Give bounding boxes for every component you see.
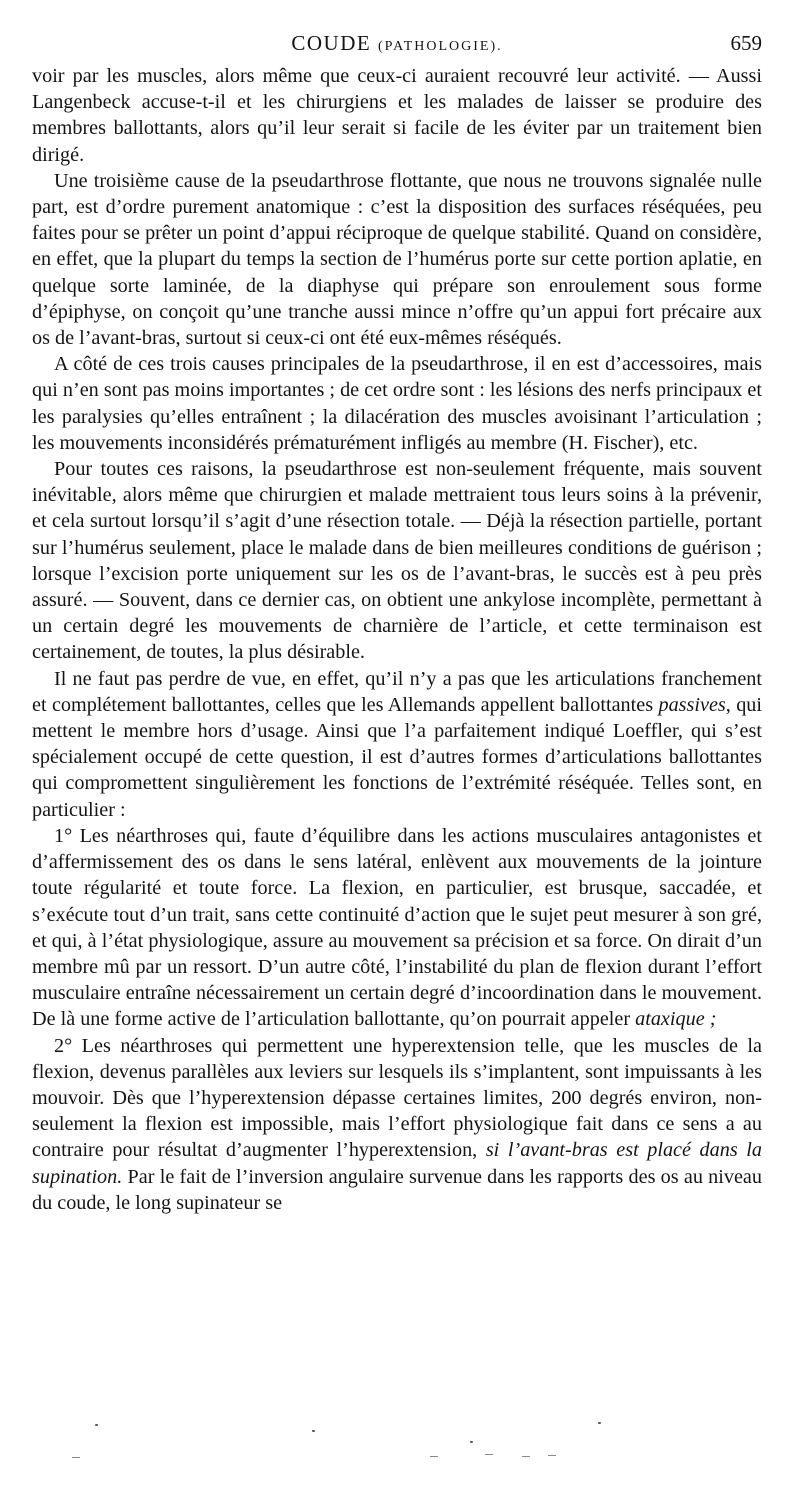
italic-run: passives bbox=[658, 693, 726, 716]
italic-run: si l’avant-bras est placé dans la supination. bbox=[32, 1139, 762, 1188]
header-title-sub: (PATHOLOGIE). bbox=[377, 39, 503, 54]
text-run: Une troisième cause de la pseudarthrose flottante, que nous ne trouvons signalée nulle part, est d’ordre purement anatomique : c’est la disposition des surfaces réséquées, peu faites pour se prêter un point d’appui réciproque de quelque stabilité. Quand on considère, en effet, que la plupart du temps la section de l’humérus porte sur cette portion aplatie, en quelque sorte laminée, de la diaphyse qui prépare son enroulement sous forme d’épiphyse, on conçoit qu’une tranche aussi mince n’offre qu’un appui fort précaire aux os de l’avant-bras, surtout si ceux-ci ont été eux-mêmes réséqués. bbox=[32, 169, 762, 350]
running-header bbox=[32, 30, 762, 56]
body-text bbox=[32, 63, 762, 1216]
text-run: voir par les muscles, alors même que ceux-ci auraient recouvré leur activité. — Aussi Langenbeck accuse-t-il et les chirurgiens et les malades de laisser se produire des membres ballottants, alors qu’il leur serait si facile de les éviter par un traitement bien dirigé. bbox=[32, 65, 762, 166]
text-run: Par le fait de l’inversion angulaire survenue dans les rapports des os au niveau du coude, le long supinateur se bbox=[32, 1165, 762, 1214]
header-title-main: COUDE bbox=[291, 31, 372, 55]
paragraph-p6 bbox=[32, 823, 762, 1033]
scan-speck bbox=[312, 1430, 315, 1432]
scan-speck bbox=[598, 1422, 601, 1424]
paragraph-p1 bbox=[32, 63, 762, 168]
text-run: A côté de ces trois causes principales de la pseudarthrose, il en est d’accessoires, mais qui n’en sont pas moins importantes ; de cet ordre sont : les lésions des nerfs principaux et les paralysies qu’elles entraînent ; la dilacération des muscles avoisinant l’articulation ; les mouvements inconsidérés prématurément infligés au membre (H. Fischer), etc. bbox=[32, 353, 762, 454]
italic-run: ataxique ; bbox=[635, 1008, 717, 1031]
paragraph-p7 bbox=[32, 1033, 762, 1216]
scan-speck bbox=[470, 1441, 473, 1443]
scan-specks bbox=[0, 1400, 800, 1490]
text-run: Pour toutes ces raisons, la pseudarthrose est non-seulement fréquente, mais souvent inévitable, alors même que chirurgien et malade mettraient tous leurs soins à la prévenir, et cela surtout lorsqu’il s’agit d’une résection totale. — Déjà la résection partielle, portant sur l’humérus seulement, place le malade dans de bien meilleures conditions de guérison ; lorsque l’excision porte uniquement sur les os de l’avant-bras, le succès est à peu près assuré. — Souvent, dans ce dernier cas, on obtient une ankylose incomplète, permettant à un certain degré les mouvements de charnière de l’article, et cette terminaison est certainement, de toutes, la plus désirable. bbox=[32, 458, 762, 664]
paragraph-p2 bbox=[32, 168, 762, 351]
text-run: Il ne faut pas perdre de vue, en effet, qu’il n’y a pas que les articulations franchement et complétement ballottantes, celles que les Allemands appellent ballottantes bbox=[32, 667, 762, 716]
scan-dash bbox=[430, 1456, 438, 1457]
paragraph-p4 bbox=[32, 456, 762, 666]
header-title bbox=[32, 30, 762, 60]
paragraph-p3 bbox=[32, 351, 762, 456]
scan-dash bbox=[522, 1456, 530, 1457]
text-run: , qui mettent le membre hors d’usage. Ainsi que l’a parfaitement indiqué Loeffler, qui s’est spécialement occupé de cette question, il est d’autres formes d’articulations ballottantes qui compromettent singulièrement les fonctions de l’extrémité réséquée. Telles sont, en particulier : bbox=[32, 693, 762, 821]
scan-dash bbox=[548, 1455, 556, 1456]
text-run: 2° Les néarthroses qui permettent une hyperextension telle, que les muscles de la flexion, devenus parallèles aux leviers sur lesquels ils s’implantent, sont impuissants à les mouvoir. Dès que l’hyperextension dépasse certaines limites, 200 degrés environ, non-seulement la flexion est impossible, mais l’effort physiologique fait dans ce sens a au contraire pour résultat d’augmenter l’hyperextension, bbox=[32, 1034, 762, 1162]
paragraph-p5 bbox=[32, 666, 762, 823]
scan-speck bbox=[95, 1424, 98, 1426]
text-run: 1° Les néarthroses qui, faute d’équilibre dans les actions musculaires antagonistes et d’affermissement des os dans le sens latéral, enlèvent aux mouvements de la jointure toute régularité et toute force. La flexion, en particulier, est brusque, saccadée, et s’exécute tout d’un trait, sans cette continuité d’action que le sujet peut mesurer à son gré, et qui, à l’état physiologique, assure au mouvement sa précision et sa force. On dirait d’un membre mû par un ressort. D’un autre côté, l’instabilité du plan de flexion durant l’effort musculaire entraîne nécessairement un certain degré d’incoordination dans le mouvement. De là une forme active de l’articulation ballottante, qu’on pourrait appeler bbox=[32, 824, 762, 1031]
scan-dash bbox=[485, 1454, 493, 1455]
scan-dash bbox=[72, 1457, 80, 1458]
page-number: 659 bbox=[730, 31, 762, 55]
